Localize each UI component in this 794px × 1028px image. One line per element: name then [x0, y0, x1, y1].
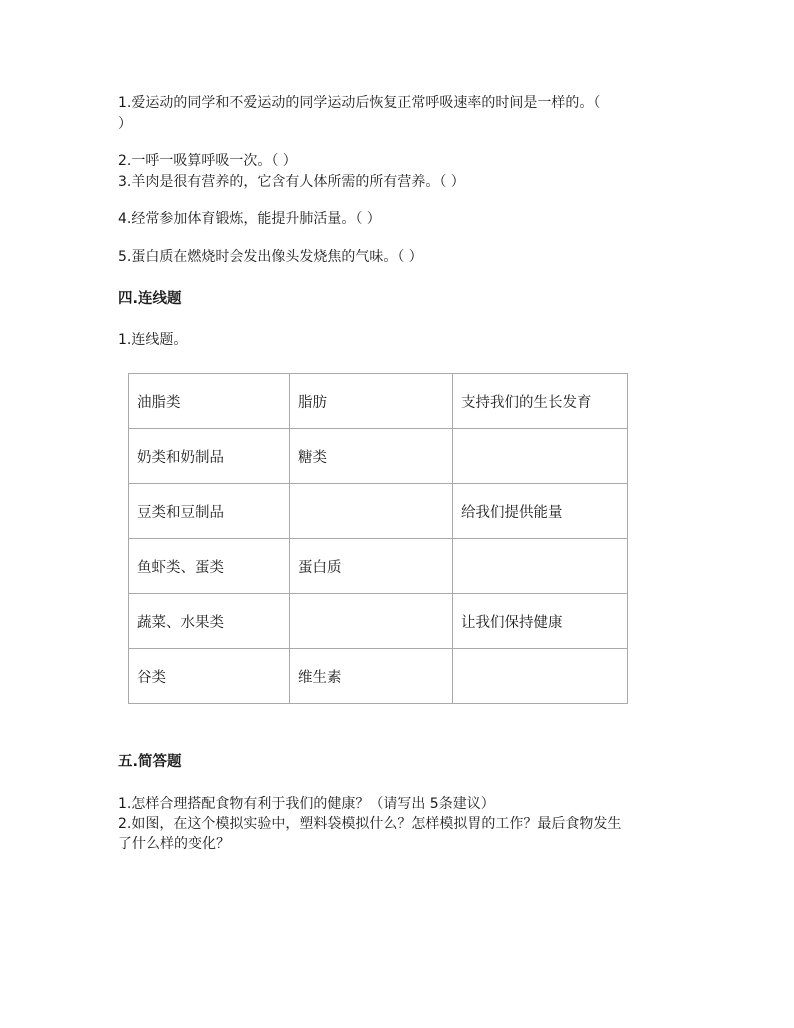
table-cell: 支持我们的生长发育 [453, 374, 628, 429]
table-row [129, 594, 628, 649]
table-cell: 给我们提供能量 [453, 484, 628, 539]
table-cell [290, 484, 453, 539]
matching-table [128, 373, 628, 704]
table-cell [290, 594, 453, 649]
table-cell: 脂肪 [290, 374, 453, 429]
table-cell: 油脂类 [129, 374, 290, 429]
judgement-question-5: 5.蛋白质在燃烧时会发出像头发烧焦的气味。（ ） [118, 249, 423, 265]
table-row [129, 374, 628, 429]
table-cell: 糖类 [290, 429, 453, 484]
table-cell: 让我们保持健康 [453, 594, 628, 649]
judgement-question-4: 4.经常参加体育锻炼，能提升肺活量。（ ） [118, 211, 381, 227]
table-cell: 鱼虾类、蛋类 [129, 539, 290, 594]
short-answer-question-2-line-2: 了什么样的变化？ [118, 836, 230, 852]
table-cell [453, 649, 628, 704]
table-row [129, 539, 628, 594]
table-cell: 谷类 [129, 649, 290, 704]
short-answer-question-2-line-1: 2.如图，在这个模拟实验中，塑料袋模拟什么？怎样模拟胃的工作？最后食物发生 [118, 816, 622, 832]
table-cell: 维生素 [290, 649, 453, 704]
judgement-question-2: 2.一呼一吸算呼吸一次。（ ） [118, 153, 297, 169]
table-cell: 奶类和奶制品 [129, 429, 290, 484]
table-row [129, 484, 628, 539]
table-cell [453, 429, 628, 484]
question-1-line-2: ） [118, 116, 132, 132]
table-cell [453, 539, 628, 594]
section-4-heading: 四.连线题 [118, 291, 182, 307]
matching-question: 1.连线题。 [118, 332, 188, 348]
question-1-line-1: 1.爱运动的同学和不爱运动的同学运动后恢复正常呼吸速率的时间是一样的。（ [118, 95, 601, 111]
section-5-heading: 五.简答题 [118, 754, 182, 770]
table-cell: 豆类和豆制品 [129, 484, 290, 539]
short-answer-question-1: 1.怎样合理搭配食物有利于我们的健康？（请写出 5条建议） [118, 796, 495, 812]
table-row [129, 429, 628, 484]
table-row [129, 649, 628, 704]
judgement-question-3: 3.羊肉是很有营养的，它含有人体所需的所有营养。（ ） [118, 174, 465, 190]
table-cell: 蛋白质 [290, 539, 453, 594]
table-cell: 蔬菜、水果类 [129, 594, 290, 649]
